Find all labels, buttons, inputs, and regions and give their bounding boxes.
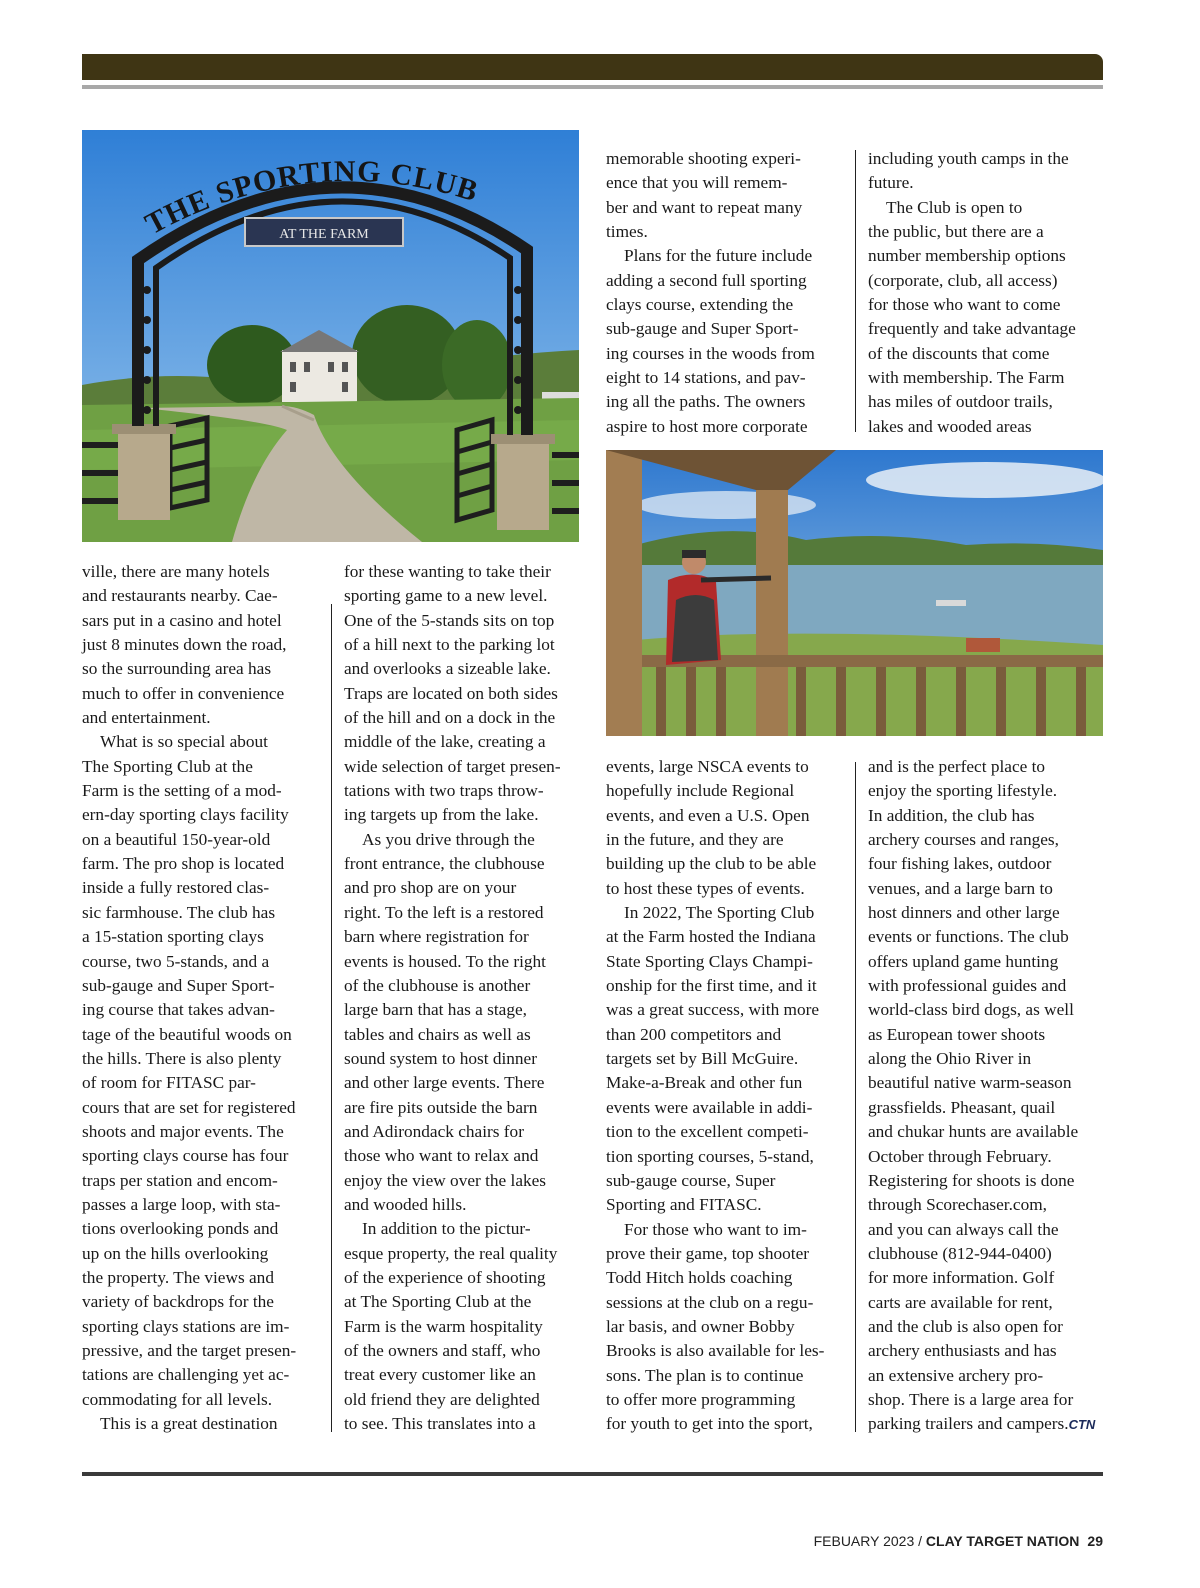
text-line: the public, but there are a [868, 222, 1044, 242]
text-line: sub-gauge course, Super [606, 1170, 776, 1190]
column-rule [855, 762, 856, 1432]
ctn-end-mark: CTN [1068, 1417, 1096, 1433]
text-line: four fishing lakes, outdoor [868, 854, 1052, 874]
header-bar [82, 54, 1103, 80]
text-line: carts are available for rent, [868, 1292, 1053, 1312]
header-rule [82, 85, 1103, 89]
text-line: This is a great destination [100, 1414, 278, 1434]
text-line: sporting clays stations are im- [82, 1316, 290, 1336]
arch-sign-text: THE SPORTING CLUB [139, 154, 483, 242]
shooter-lake-photo [606, 450, 1103, 736]
text-line: was a great success, with more [606, 1000, 820, 1020]
text-line: targets set by Bill McGuire. [606, 1049, 799, 1069]
text-line: adding a second full sporting [606, 270, 807, 290]
column-rule [331, 604, 332, 1432]
text-column-top-3 [606, 147, 815, 439]
text-line: tion to the excellent competi- [606, 1122, 809, 1142]
text-line: In 2022, The Sporting Club [624, 903, 815, 923]
text-line: In addition, the club has [868, 805, 1035, 825]
text-line: In addition to the pictur- [362, 1219, 531, 1239]
text-line: the property. The views and [82, 1267, 274, 1287]
text-line: barn where registration for [344, 927, 529, 947]
text-line: archery enthusiasts and has [868, 1341, 1057, 1361]
page-footer [814, 1533, 1103, 1549]
text-line: The Club is open to [886, 197, 1023, 217]
text-line: through Scorechaser.com, [868, 1195, 1047, 1215]
page-number: 29 [1087, 1533, 1103, 1549]
text-line: parking trailers and campers. [868, 1414, 1069, 1434]
text-line: has miles of outdoor trails, [868, 392, 1053, 412]
text-line: esque property, the real quality [344, 1243, 558, 1263]
text-line: prove their game, top shooter [606, 1243, 809, 1263]
text-line: world-class bird dogs, as well [868, 1000, 1074, 1020]
text-line: clubhouse (812-944-0400) [868, 1243, 1052, 1263]
text-line: hopefully include Regional [606, 781, 795, 801]
text-line: shoots and major events. The [82, 1121, 284, 1141]
text-line: events, large NSCA events to [606, 757, 809, 776]
text-line: The Sporting Club at the [82, 756, 253, 776]
text-line: with professional guides and [868, 976, 1067, 996]
text-line: to offer more programming [606, 1389, 796, 1409]
text-line: Traps are located on both sides [344, 683, 558, 703]
text-line: tion sporting courses, 5-stand, [606, 1146, 814, 1166]
text-line: October through February. [868, 1146, 1052, 1166]
text-line: host dinners and other large [868, 903, 1060, 923]
text-line: ing courses in the woods from [606, 343, 815, 363]
text-line: Sporting and FITASC. [606, 1195, 762, 1215]
text-line: of the clubhouse is another [344, 975, 531, 995]
text-line: at the Farm hosted the Indiana [606, 927, 816, 947]
text-line: ern-day sporting clays facility [82, 805, 289, 825]
text-line: and chukar hunts are available [868, 1122, 1079, 1142]
text-line: tage of the beautiful woods on [82, 1024, 292, 1044]
text-line: inside a fully restored clas- [82, 878, 270, 898]
text-line: of the discounts that come [868, 343, 1050, 363]
text-line: up on the hills overlooking [82, 1243, 269, 1263]
text-line: and wooded hills. [344, 1194, 467, 1214]
text-line: lar basis, and owner Bobby [606, 1316, 795, 1336]
text-line: and entertainment. [82, 708, 211, 728]
text-line: large barn that has a stage, [344, 1000, 527, 1020]
text-line: for these wanting to take their [344, 562, 551, 581]
text-line: grassfields. Pheasant, quail [868, 1097, 1056, 1117]
text-line: and the club is also open for [868, 1316, 1063, 1336]
text-line: sessions at the club on a regu- [606, 1292, 814, 1312]
text-line: and restaurants nearby. Cae- [82, 586, 278, 606]
text-line: as European tower shoots [868, 1024, 1046, 1044]
text-line: sons. The plan is to continue [606, 1365, 804, 1385]
text-line: ing targets up from the lake. [344, 805, 539, 825]
text-line: than 200 competitors and [606, 1024, 782, 1044]
text-line: ing course that takes advan- [82, 1000, 275, 1020]
text-line: traps per station and encom- [82, 1170, 278, 1190]
text-line: ing all the paths. The owners [606, 392, 806, 412]
text-line: tables and chairs as well as [344, 1024, 531, 1044]
text-line: One of the 5-stands sits on top [344, 610, 555, 630]
text-line: shop. There is a large area for [868, 1389, 1074, 1409]
text-line: of the experience of shooting [344, 1267, 546, 1287]
text-line: to host these types of events. [606, 878, 805, 898]
text-line: treat every customer like an [344, 1365, 536, 1385]
sporting-club-gate-photo [82, 130, 579, 542]
text-line: What is so special about [100, 732, 268, 752]
text-line: just 8 minutes down the road, [82, 635, 287, 655]
text-line: those who want to relax and [344, 1146, 539, 1166]
text-line: sars put in a casino and hotel [82, 610, 282, 630]
text-line: and pro shop are on your [344, 878, 517, 898]
text-line: memorable shooting experi- [606, 149, 801, 168]
text-line: to see. This translates into a [344, 1414, 536, 1434]
text-line: beautiful native warm-season [868, 1073, 1072, 1093]
text-line: events were available in addi- [606, 1097, 813, 1117]
text-line: right. To the left is a restored [344, 902, 544, 922]
text-line: of the hill and on a dock in the [344, 708, 556, 728]
text-line: including youth camps in the [868, 149, 1069, 168]
column-rule [855, 150, 856, 432]
text-line: for more information. Golf [868, 1268, 1055, 1288]
text-line: of a hill next to the parking lot [344, 635, 555, 655]
text-column-1 [82, 560, 296, 1436]
text-line: offers upland game hunting [868, 951, 1059, 971]
text-line: sporting clays course has four [82, 1146, 289, 1166]
text-line: For those who want to im- [624, 1219, 807, 1239]
text-line: so the surrounding area has [82, 659, 272, 679]
text-line: Todd Hitch holds coaching [606, 1268, 793, 1288]
text-line: in the future, and they are [606, 830, 784, 850]
text-line: variety of backdrops for the [82, 1292, 274, 1312]
text-line: and you can always call the [868, 1219, 1059, 1239]
text-line: a 15-station sporting clays [82, 927, 264, 947]
text-line: course, two 5-stands, and a [82, 951, 270, 971]
text-line: number membership options [868, 246, 1066, 266]
text-line: cours that are set for registered [82, 1097, 296, 1117]
text-line: old friend they are delighted [344, 1389, 540, 1409]
text-line: commodating for all levels. [82, 1389, 273, 1409]
text-line: and overlooks a sizeable lake. [344, 659, 551, 679]
text-line: enjoy the view over the lakes [344, 1170, 547, 1190]
arch-plate-text: AT THE FARM [279, 227, 369, 242]
text-line: times. [606, 222, 648, 242]
text-line: of room for FITASC par- [82, 1073, 256, 1093]
text-line: along the Ohio River in [868, 1049, 1032, 1069]
text-line: farm. The pro shop is located [82, 854, 285, 874]
text-line: events, and even a U.S. Open [606, 805, 810, 825]
text-line: passes a large loop, with sta- [82, 1194, 281, 1214]
text-line: on a beautiful 150-year-old [82, 829, 271, 849]
text-line: future. [868, 173, 914, 193]
text-line: ber and want to repeat many [606, 197, 803, 217]
text-line: an extensive archery pro- [868, 1365, 1044, 1385]
text-line: events or functions. The club [868, 927, 1069, 947]
text-line: ence that you will remem- [606, 173, 788, 193]
text-line: sound system to host dinner [344, 1048, 537, 1068]
text-line: are fire pits outside the barn [344, 1097, 538, 1117]
text-line: of the owners and staff, who [344, 1341, 541, 1360]
text-line: enjoy the sporting lifestyle. [868, 781, 1058, 801]
issue-date: FEBUARY 2023 / [813, 1533, 926, 1549]
text-line: and Adirondack chairs for [344, 1121, 524, 1141]
text-line: sporting game to a new level. [344, 586, 548, 606]
text-line: lakes and wooded areas [868, 416, 1032, 436]
text-line: Plans for the future include [624, 246, 813, 266]
text-column-top-4 [868, 147, 1076, 439]
text-line: Farm is the warm hospitality [344, 1316, 543, 1336]
text-line: sic farmhouse. The club has [82, 902, 276, 922]
footer-rule [82, 1472, 1103, 1476]
text-line: pressive, and the target presen- [82, 1341, 297, 1360]
magazine-name: CLAY TARGET NATION [925, 1533, 1080, 1549]
text-line: State Sporting Clays Champi- [606, 951, 813, 971]
text-line: events is housed. To the right [344, 951, 546, 971]
text-line: Brooks is also available for les- [606, 1341, 825, 1361]
text-line: and is the perfect place to [868, 757, 1046, 776]
text-line: archery courses and ranges, [868, 830, 1059, 850]
text-line: Make-a-Break and other fun [606, 1073, 803, 1093]
text-line: aspire to host more corporate [606, 416, 808, 436]
text-line: Registering for shoots is done [868, 1170, 1075, 1190]
text-line: frequently and take advantage [868, 319, 1076, 339]
text-line: middle of the lake, creating a [344, 732, 546, 752]
text-line: with membership. The Farm [868, 368, 1065, 388]
text-line: and other large events. There [344, 1073, 545, 1093]
text-line: sub-gauge and Super Sport- [82, 975, 275, 995]
text-line: Farm is the setting of a mod- [82, 781, 282, 801]
text-line: tations with two traps throw- [344, 781, 544, 801]
text-line: As you drive through the [362, 829, 535, 849]
text-line: onship for the first time, and it [606, 976, 817, 996]
text-line: venues, and a large barn to [868, 878, 1053, 898]
text-line: eight to 14 stations, and pav- [606, 368, 806, 388]
text-line: tions overlooking ponds and [82, 1219, 279, 1239]
text-line: for those who want to come [868, 295, 1061, 315]
text-line: the hills. There is also plenty [82, 1048, 282, 1068]
text-column-4 [868, 755, 1095, 1438]
text-line: tations are challenging yet ac- [82, 1365, 290, 1385]
text-line: at The Sporting Club at the [344, 1292, 532, 1312]
text-line: clays course, extending the [606, 295, 794, 315]
text-column-2 [344, 560, 561, 1436]
text-line: front entrance, the clubhouse [344, 854, 545, 874]
text-line: wide selection of target presen- [344, 756, 561, 776]
text-line: ville, there are many hotels [82, 562, 270, 581]
text-line: for youth to get into the sport, [606, 1414, 813, 1434]
text-column-3 [606, 755, 824, 1437]
text-line: (corporate, club, all access) [868, 270, 1058, 290]
text-line: building up the club to be able [606, 854, 817, 874]
text-line: much to offer in convenience [82, 683, 285, 703]
text-line: sub-gauge and Super Sport- [606, 319, 799, 339]
